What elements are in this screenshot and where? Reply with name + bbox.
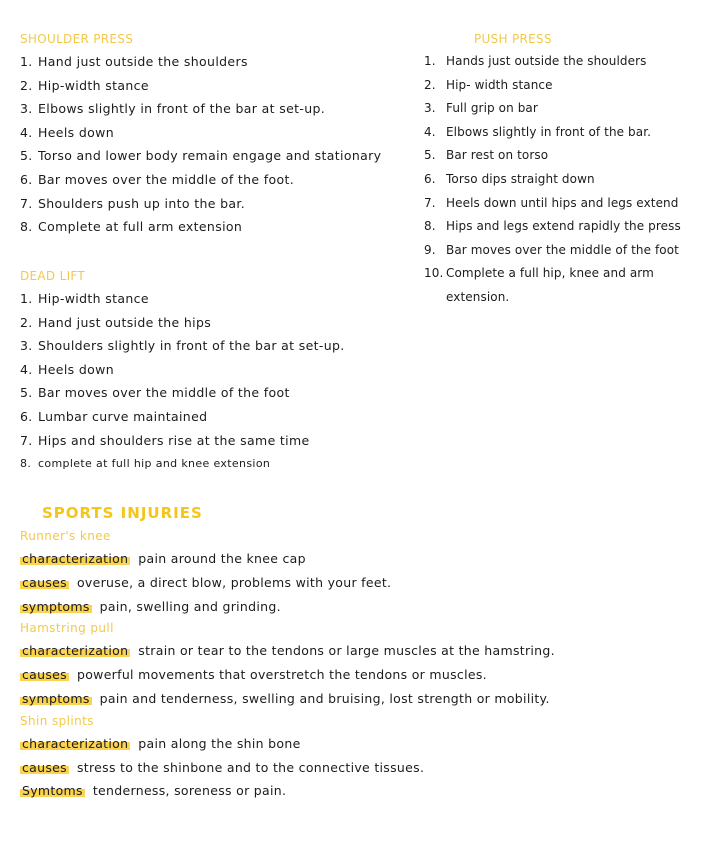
sports-injuries-title: SPORTS INJURIES (42, 504, 203, 522)
item-number: 2. (20, 314, 33, 330)
injury-row (20, 663, 700, 687)
list-item (20, 144, 420, 168)
item-number: 6. (20, 171, 33, 187)
list-item (20, 121, 420, 145)
item-number: 9. (424, 242, 436, 257)
injury-detail: tenderness, soreness or pain. (92, 783, 287, 799)
item-number: 1. (424, 54, 436, 68)
shoulder-press-list (20, 50, 420, 239)
list-item (20, 452, 420, 476)
item-text: Shoulders slightly in front of the bar at set-up. (38, 338, 345, 354)
item-number: 8. (20, 219, 33, 235)
list-item (20, 50, 420, 74)
injury-detail: pain along the shin bone (138, 735, 301, 751)
list-item (20, 192, 420, 216)
item-number: 4. (20, 361, 33, 377)
list-item (20, 358, 420, 382)
item-number: 3. (20, 338, 33, 354)
item-text: complete at full hip and knee extension (38, 457, 271, 471)
list-item (20, 405, 420, 429)
list-item (20, 381, 420, 405)
injury-row (20, 639, 700, 663)
highlighted-label: characterization (22, 551, 129, 566)
highlighted-label: characterization (22, 643, 129, 659)
injury-detail: pain, swelling and grinding. (99, 598, 281, 614)
item-number: 8. (424, 219, 436, 234)
item-number: 3. (20, 101, 33, 117)
injury-row (20, 571, 700, 595)
injury-row (20, 732, 700, 756)
list-item (424, 262, 703, 309)
item-text: Heels down (38, 361, 114, 377)
list-item (20, 74, 420, 98)
list-item (424, 121, 703, 145)
item-text: Hand just outside the shoulders (38, 54, 248, 69)
item-text: Torso dips straight down (446, 171, 595, 186)
list-item (20, 287, 420, 311)
list-item (20, 429, 420, 453)
item-number: 2. (20, 77, 33, 93)
item-number: 3. (424, 101, 436, 116)
item-number: 4. (20, 124, 33, 140)
item-number: 1. (20, 54, 33, 69)
list-item (20, 215, 420, 239)
item-number: 7. (424, 195, 436, 210)
item-text: Complete at full arm extension (38, 219, 243, 235)
item-number: 7. (20, 195, 33, 211)
injury-group-hamstring-pull (20, 618, 700, 710)
item-text: Elbows slightly in front of the bar at set-up. (38, 101, 326, 117)
injury-detail: overuse, a direct blow, problems with your feet. (76, 574, 392, 590)
item-number: 5. (20, 385, 33, 401)
push-press-title: PUSH PRESS (474, 32, 552, 46)
highlighted-label: causes (22, 667, 67, 683)
injury-detail: pain and tenderness, swelling and bruising, lost strength or mobility. (99, 690, 550, 706)
item-text: Hand just outside the hips (38, 314, 212, 330)
item-text: Bar moves over the middle of the foot (446, 242, 679, 257)
injury-detail: stress to the shinbone and to the connective tissues. (76, 759, 425, 775)
item-text: Bar moves over the middle of the foot. (38, 171, 295, 187)
injury-row (20, 756, 700, 780)
sports-injuries-section (20, 500, 700, 803)
item-text: Elbows slightly in front of the bar. (446, 124, 652, 139)
highlighted-label: symptoms (22, 690, 90, 706)
dead-lift-list (20, 287, 420, 476)
item-text: Hip-width stance (38, 291, 149, 306)
list-item (424, 50, 703, 74)
item-text: Hands just outside the shoulders (446, 54, 647, 68)
list-item (424, 144, 703, 168)
list-item (424, 74, 703, 98)
item-number: 6. (20, 408, 33, 424)
item-text: Full grip on bar (446, 101, 538, 116)
item-number: 5. (20, 148, 33, 164)
list-item (20, 334, 420, 358)
shoulder-press-title: SHOULDER PRESS (20, 32, 134, 46)
injury-detail: pain around the knee cap (138, 551, 306, 566)
highlighted-label: causes (22, 574, 67, 590)
highlighted-label: causes (22, 759, 67, 775)
item-text: Heels down (38, 124, 114, 140)
item-number: 8. (20, 457, 32, 471)
item-text: Heels down until hips and legs extend (446, 195, 679, 210)
injury-group-shin-splints (20, 711, 700, 803)
item-number: 10. (424, 266, 444, 281)
dead-lift-section (20, 265, 420, 476)
injury-name: Shin splints (20, 713, 94, 728)
list-item (20, 168, 420, 192)
list-item (424, 239, 703, 263)
list-item (20, 97, 420, 121)
shoulder-press-section (20, 28, 420, 239)
injury-row (20, 779, 700, 803)
item-text: Hip- width stance (446, 77, 553, 92)
item-number: 5. (424, 148, 436, 163)
injury-detail: strain or tear to the tendons or large muscles at the hamstring. (138, 643, 555, 659)
list-item (424, 192, 703, 216)
item-number: 4. (424, 124, 436, 139)
item-text: Torso and lower body remain engage and stationary (38, 148, 382, 164)
item-number: 6. (424, 171, 436, 186)
item-text: Bar moves over the middle of the foot (38, 385, 290, 401)
highlighted-label: Symtoms (22, 783, 83, 799)
item-number: 2. (424, 77, 436, 92)
injury-row (20, 687, 700, 711)
item-text: Hip-width stance (38, 77, 149, 93)
injury-name: Hamstring pull (20, 621, 114, 636)
item-number: 7. (20, 432, 33, 448)
item-text: Hips and shoulders rise at the same time (38, 432, 310, 448)
highlighted-label: characterization (22, 735, 129, 751)
list-item (424, 97, 703, 121)
dead-lift-title: DEAD LIFT (20, 269, 86, 283)
item-text: Complete a full hip, knee and arm extension. (446, 266, 654, 304)
highlighted-label: symptoms (22, 598, 90, 614)
push-press-list (424, 50, 703, 309)
list-item (424, 168, 703, 192)
list-item (20, 311, 420, 335)
list-item (424, 215, 703, 239)
push-press-section (424, 28, 703, 309)
item-text: Bar rest on torso (446, 148, 549, 163)
item-text: Lumbar curve maintained (38, 408, 208, 424)
injury-row (20, 595, 700, 619)
injury-row (20, 547, 700, 571)
item-text: Hips and legs extend rapidly the press (446, 219, 681, 234)
injury-detail: powerful movements that overstretch the tendons or muscles. (76, 667, 487, 683)
item-text: Shoulders push up into the bar. (38, 195, 246, 211)
item-number: 1. (20, 291, 33, 306)
injury-name: Runner's knee (20, 529, 111, 543)
injury-group-runners-knee (20, 526, 700, 618)
